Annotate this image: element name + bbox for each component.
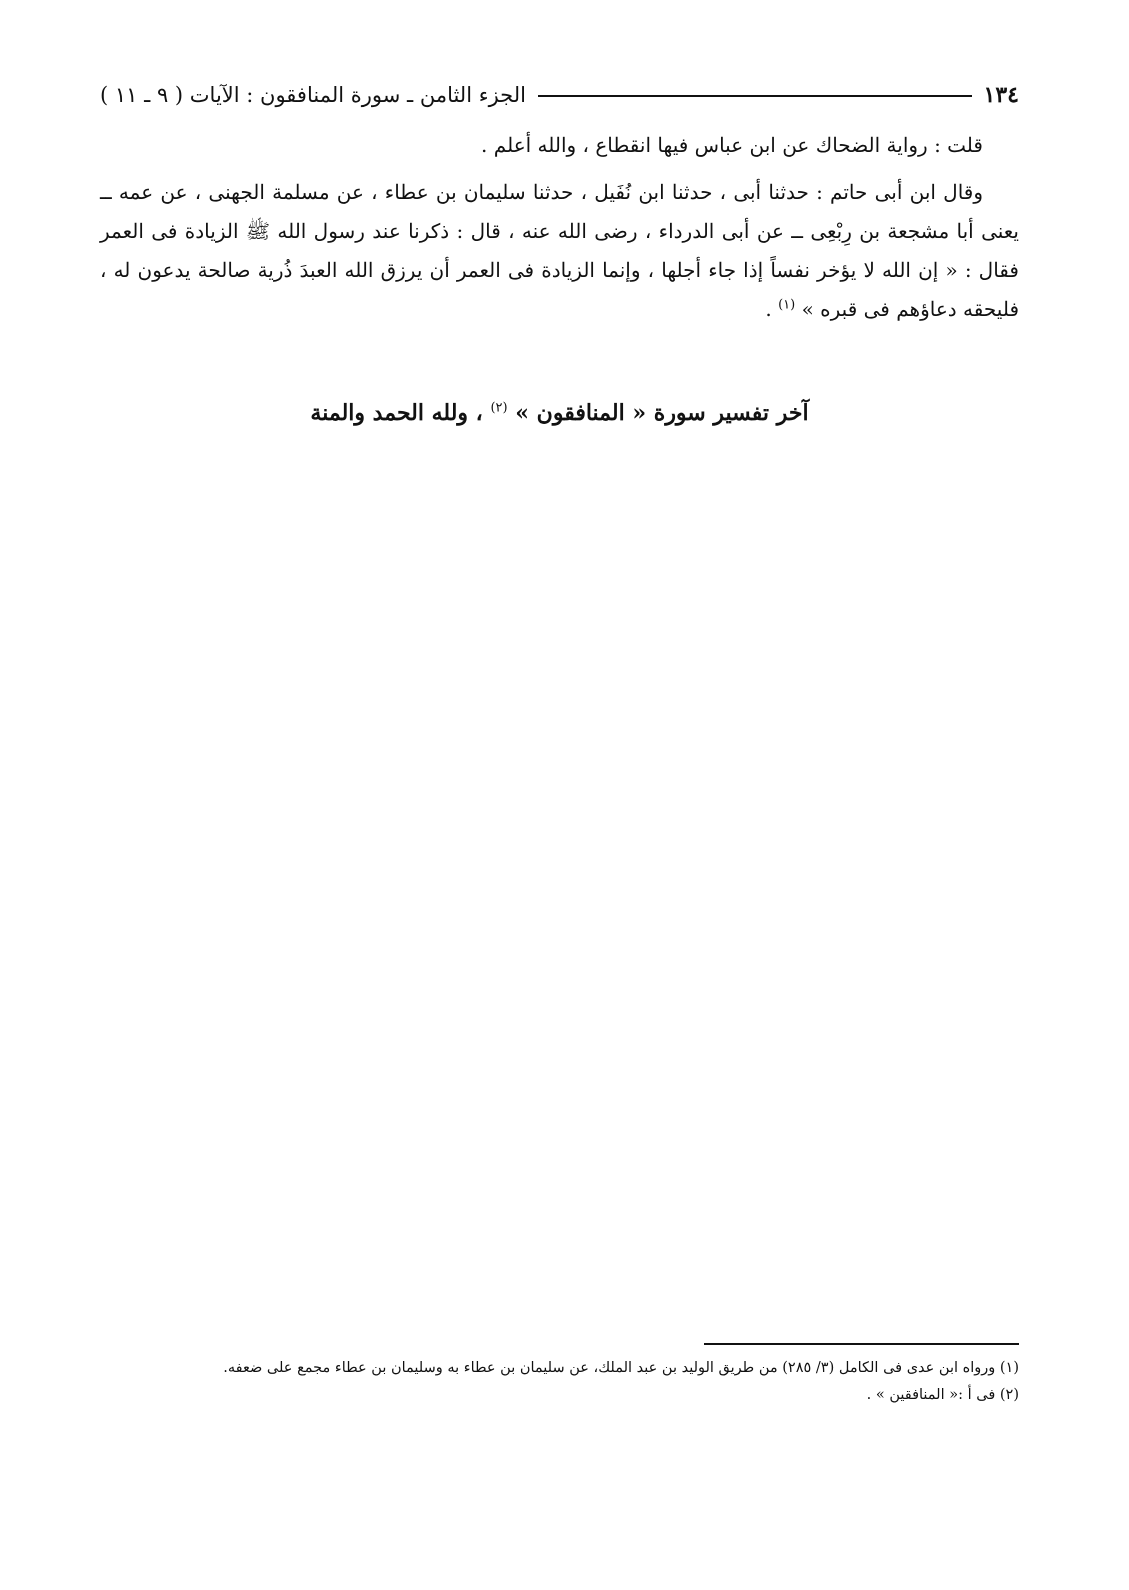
paragraph-2 — [100, 173, 1019, 329]
paragraph-1: قلت : رواية الضحاك عن ابن عباس فيها انقطاع ، والله أعلم . — [481, 133, 983, 157]
closing-title-part-1: آخر تفسير سورة « المنافقون » — [515, 400, 809, 426]
surah-closing-title — [100, 400, 1019, 426]
footnote-2: (٢) فى أ :« المنافقين » . — [866, 1387, 1019, 1403]
footnote-1: (١) ورواه ابن عدى فى الكامل (٣/ ٢٨٥) من طريق الوليد بن عبد الملك، عن سليمان بن عطاء به وسليمان بن عطاء مجمع على ضعفه. — [223, 1360, 1019, 1376]
running-header — [100, 78, 1019, 112]
footnote-ref-2: (٢) — [490, 400, 508, 416]
header-rule — [538, 95, 972, 97]
closing-title-part-2: ، ولله الحمد والمنة — [310, 400, 483, 426]
paragraph-2-end: . — [765, 297, 779, 321]
document-page — [100, 0, 1019, 1590]
footnote-ref-1: (١) — [778, 297, 796, 313]
footnotes — [100, 1355, 1019, 1409]
body-text — [100, 126, 1019, 337]
paragraph-2-text: وقال ابن أبى حاتم : حدثنا أبى ، حدثنا ابن نُفَيل ، حدثنا سليمان بن عطاء ، عن مسلمة الجهنى ، عن عمه ــ يعنى أبا مشجعة بن رِبْعِى ــ عن أبى الدرداء ، رضى الله عنه ، قال : ذكرنا عند رسول الله ﷺ الزيادة فى العمر فقال : « إن الله لا يؤخر نفساً إذا جاء أجلها ، وإنما الزيادة فى العمر أن يرزق الله العبدَ ذُرية صالحة يدعون له ، فليحقه دعاؤهم فى قبره » — [100, 180, 1019, 321]
page-number: ١٣٤ — [983, 82, 1019, 108]
running-title: الجزء الثامن ـ سورة المنافقون : الآيات ( ٩ ـ ١١ ) — [100, 83, 526, 107]
footnote-separator — [704, 1343, 1019, 1345]
